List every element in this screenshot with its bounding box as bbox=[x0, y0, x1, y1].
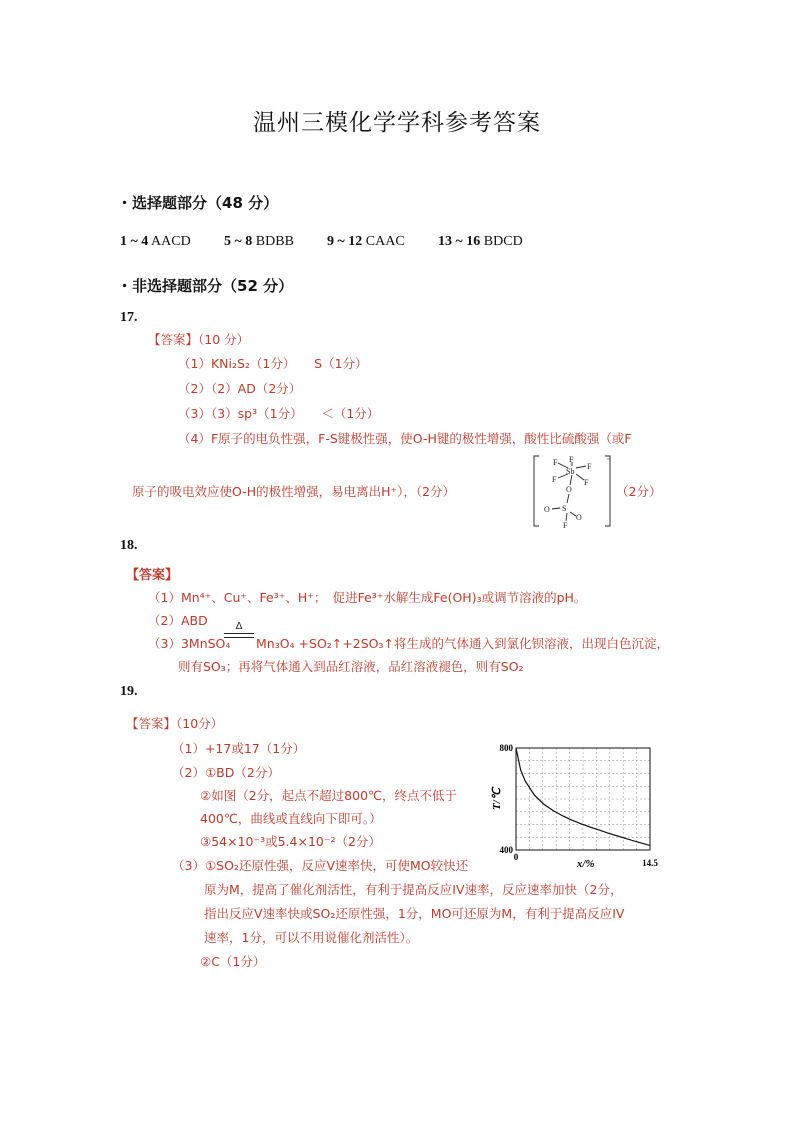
q17-line-2: （2）（2）AD（2分） bbox=[178, 381, 302, 396]
mc-group-2 bbox=[224, 234, 294, 250]
q19-line-10: ②C（1分） bbox=[200, 954, 266, 969]
nonmc-section-heading: ・非选择题部分（52 分） bbox=[117, 277, 294, 295]
q17-line-4: （4）F原子的电负性强，F-S键极性强，使O-H键的极性增强，酸性比硫酸强（或F bbox=[178, 431, 632, 446]
q18-number: 18. bbox=[120, 538, 138, 553]
struct-label: F bbox=[553, 458, 558, 467]
mc-range: 5 ~ 8 bbox=[224, 234, 253, 249]
q19-line-6: （3）①SO₂还原性强，反应V速率快，可使MO较快还 bbox=[172, 858, 469, 873]
mc-group-4 bbox=[438, 234, 523, 250]
struct-label: O bbox=[576, 513, 582, 522]
q17-line-3: （3）（3）sp³（1分） ＜（1分） bbox=[178, 406, 380, 421]
q19-line-3: ②如图（2分，起点不超过800℃，终点不低于 bbox=[200, 788, 458, 803]
mc-answers: BDCD bbox=[483, 234, 523, 249]
q18-line-5: 则有SO₃；再将气体通入到品红溶液，品红溶液褪色，则有SO₂ bbox=[178, 659, 524, 674]
q19-line-1: （1）+17或17（1分） bbox=[172, 741, 306, 756]
mc-range: 13 ~ 16 bbox=[438, 234, 481, 249]
q19-line-8: 指出反应V速率快或SO₂还原性强，1分，MO可还原为M，有利于提高反应IV bbox=[204, 906, 625, 921]
q17-line-5: 原子的吸电效应使O-H的极性增强，易电离出H⁺），（2分） bbox=[132, 484, 456, 499]
struct-label: O bbox=[544, 505, 550, 514]
chart-grid bbox=[516, 748, 650, 850]
struct-label: O bbox=[566, 485, 572, 494]
y-tick-label: 800 bbox=[499, 743, 513, 753]
q19-line-7: 原为M，提高了催化剂活性，有利于提高反应IV速率，反应速率加快（2分， bbox=[204, 882, 623, 897]
x-axis-label: x/% bbox=[576, 858, 595, 870]
x-tick-label: 14.5 bbox=[642, 858, 658, 868]
struct-label: F bbox=[563, 521, 568, 530]
mc-range: 9 ~ 12 bbox=[327, 234, 363, 249]
q17-answer-tag: 【答案】（10 分） bbox=[148, 332, 250, 347]
q19-line-9: 速率，1分，可以不用说催化剂活性）。 bbox=[204, 930, 419, 945]
page-title: 温州三模化学学科参考答案 bbox=[253, 110, 541, 136]
q17-number: 17. bbox=[120, 310, 138, 325]
q19-line-2: （2）①BD（2分） bbox=[172, 765, 280, 780]
q17-structure-score: （2分） bbox=[616, 484, 662, 499]
struct-label: F bbox=[587, 462, 592, 471]
mc-answers: CAAC bbox=[365, 234, 405, 249]
mc-group-1 bbox=[120, 234, 191, 250]
q18-line-3: （3）3MnSO₄ bbox=[148, 636, 231, 651]
q19-number: 19. bbox=[120, 684, 138, 699]
struct-charge: ⁻ bbox=[606, 456, 612, 467]
mc-range: 1 ~ 4 bbox=[120, 234, 149, 249]
q18-answer-tag: 【答案】 bbox=[126, 568, 179, 583]
structure-diagram bbox=[532, 454, 614, 530]
y-tick-label: 400 bbox=[499, 845, 513, 855]
q19-answer-tag: 【答案】（10分） bbox=[126, 716, 224, 731]
struct-label: F bbox=[569, 455, 574, 464]
q18-line-4: Mn₃O₄ +SO₂↑+2SO₃↑将生成的气体通入到氯化钡溶液，出现白色沉淀， bbox=[256, 636, 669, 651]
x-tick-label: 0 bbox=[513, 852, 519, 862]
reaction-condition-arrow bbox=[224, 622, 254, 638]
mc-section-heading: ・选择题部分（48 分） bbox=[117, 194, 279, 212]
delta-symbol: Δ bbox=[235, 621, 243, 632]
temperature-chart bbox=[490, 740, 660, 872]
mc-answers: AACD bbox=[151, 234, 191, 249]
struct-label: S bbox=[562, 504, 567, 513]
q18-line-2: （2）ABD bbox=[148, 613, 208, 628]
struct-label: Sb bbox=[566, 467, 575, 476]
q19-line-5: ③54×10⁻³或5.4×10⁻²（2分） bbox=[200, 834, 381, 849]
q18-line-1: （1）Mn⁴⁺、Cu⁺、Fe³⁺、H⁺； 促进Fe³⁺水解生成Fe(OH)₃或调节溶液的pH。 bbox=[148, 590, 587, 605]
q19-line-4: 400℃，曲线或直线向下即可。） bbox=[200, 811, 382, 826]
q17-line-1: （1）KNi₂S₂（1分） S（1分） bbox=[178, 356, 368, 371]
struct-label: F bbox=[584, 478, 589, 487]
struct-label: F bbox=[552, 475, 557, 484]
y-axis-label: T/℃ bbox=[491, 787, 503, 811]
mc-group-3 bbox=[327, 234, 405, 250]
mc-answers: BDBB bbox=[255, 234, 294, 249]
